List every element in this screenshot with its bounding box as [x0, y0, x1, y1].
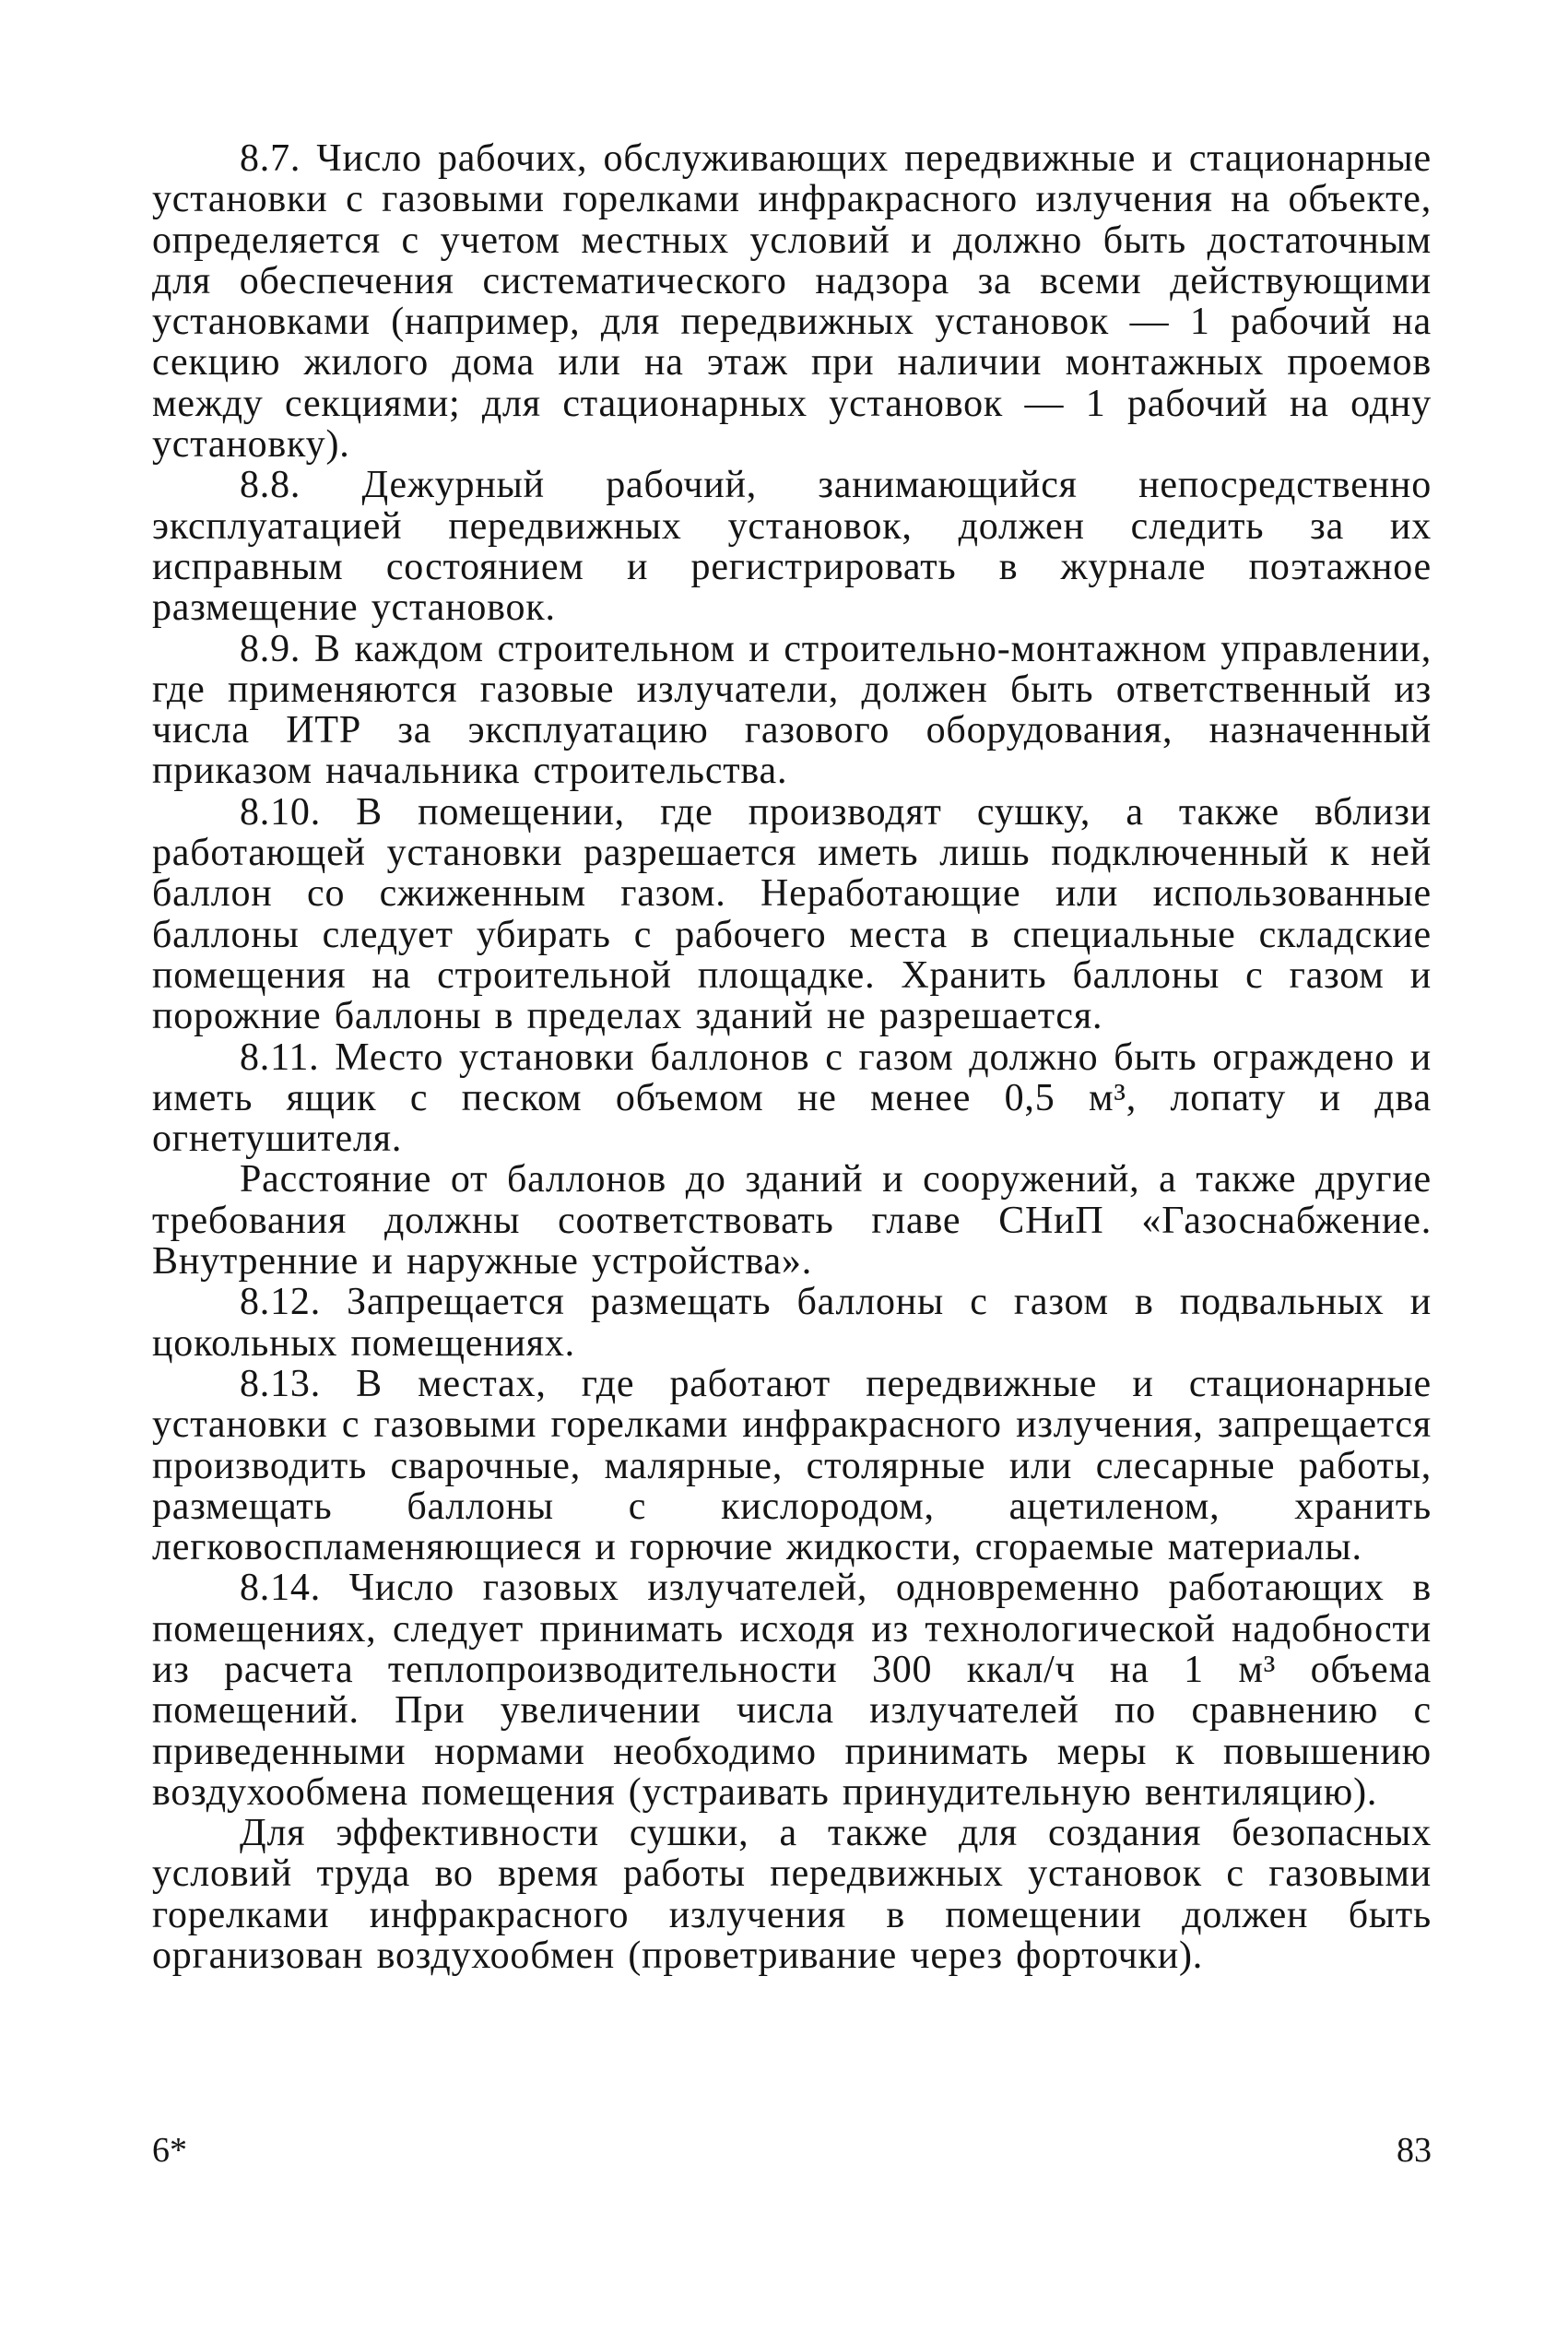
page-body	[152, 138, 1432, 1976]
paragraph-8-9: 8.9. В каждом строительном и строительно-монтажном управлении, где применяются газовые излучатели, должен быть ответственный из числа ИТР за эксплуатацию газового оборудования, назначенный приказом начальника строительства.	[152, 627, 1432, 793]
signature-mark: 6*	[152, 2131, 187, 2170]
paragraph-8-8: 8.8. Дежурный рабочий, занимающийся непосредственно эксплуатацией передвижных установок, должен следить за их исправным состоянием и регистрировать в журнале поэтажное размещение установок.	[152, 464, 1432, 630]
page-footer	[152, 2130, 1432, 2176]
paragraph-8-11-continuation: Расстояние от баллонов до зданий и сооружений, а также другие требования должны соответствовать главе СНиП «Газоснабжение. Внутренние и наружные устройства».	[152, 1158, 1432, 1284]
paragraph-8-12: 8.12. Запрещается размещать баллоны с газом в подвальных и цокольных помещениях.	[152, 1281, 1432, 1365]
paragraph-8-14-continuation: Для эффективности сушки, а также для создания безопасных условий труда во время работы передвижных установок с газовыми горелками инфракрасного излучения в помещении должен быть организован воздухообмен (проветривание через форточки).	[152, 1812, 1432, 1978]
paragraph-8-11: 8.11. Место установки баллонов с газом должно быть ограждено и иметь ящик с песком объемом не менее 0,5 м³, лопату и два огнетушителя.	[152, 1035, 1432, 1161]
paragraph-8-14: 8.14. Число газовых излучателей, одновременно работающих в помещениях, следует принимать исходя из технологической надобности из расчета теплопроизводительности 300 ккал/ч на 1 м³ объема помещений. При увеличении числа излучателей по сравнению с приведенными нормами необходимо принимать меры к повышению воздухообмена помещения (устраивать принудительную вентиляцию).	[152, 1567, 1432, 1814]
paragraph-8-7: 8.7. Число рабочих, обслуживающих передвижные и стационарные установки с газовыми горелками инфракрасного излучения на объекте, определяется с учетом местных условий и должно быть достаточным для обеспечения систематического надзора за всеми действующими установками (например, для передвижных установок — 1 рабочий на секцию жилого дома или на этаж при наличии монтажных проемов между секциями; для стационарных установок — 1 рабочий на одну установку).	[152, 137, 1432, 467]
page-number: 83	[1397, 2131, 1432, 2170]
paragraph-8-13: 8.13. В местах, где работают передвижные и стационарные установки с газовыми горелками инфракрасного излучения, запрещается производить сварочные, малярные, столярные или слесарные работы, размещать баллоны с кислородом, ацетиленом, хранить легковоспламеняющиеся и горючие жидкости, сгораемые материалы.	[152, 1362, 1432, 1569]
paragraph-8-10: 8.10. В помещении, где производят сушку, а также вблизи работающей установки разрешается иметь лишь подключенный к ней баллон со сжиженным газом. Неработающие или использованные баллоны следует убирать с рабочего места в специальные складские помещения на строительной площадке. Хранить баллоны с газом и порожние баллоны в пределах зданий не разрешается.	[152, 790, 1432, 1038]
